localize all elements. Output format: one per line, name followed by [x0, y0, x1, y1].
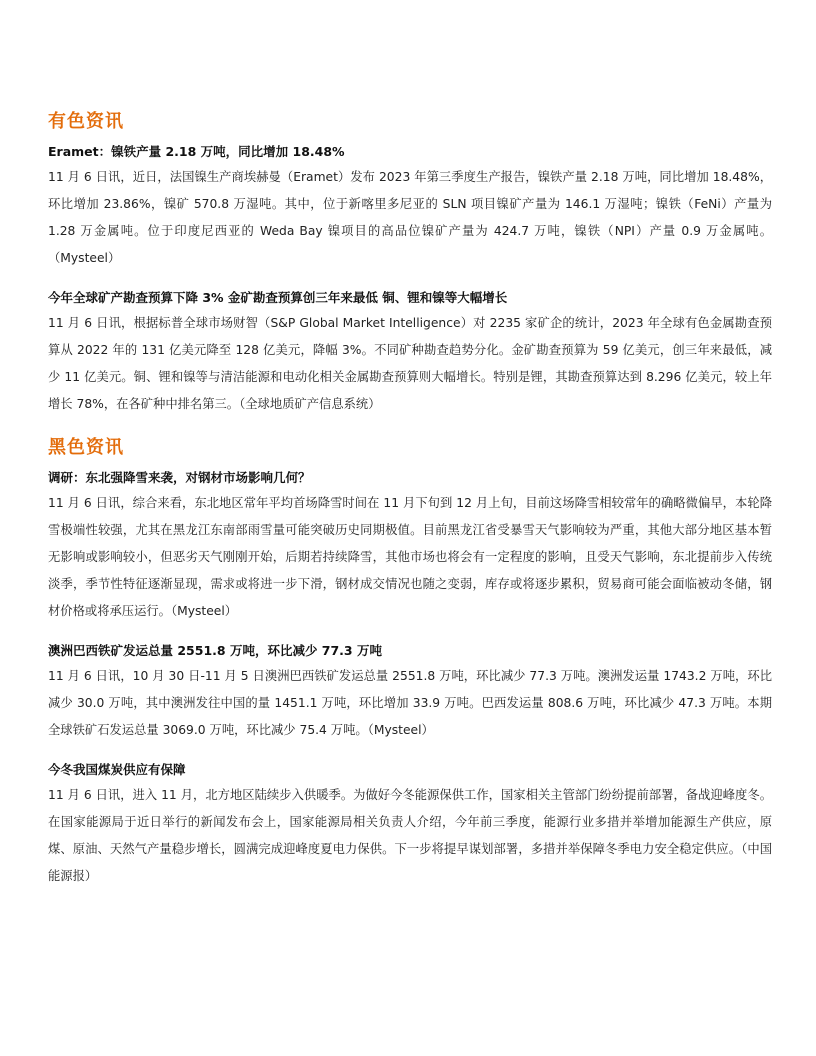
article-body: 11 月 6 日讯，进入 11 月，北方地区陆续步入供暖季。为做好今冬能源保供工作，国家相关主管部门纷纷提前部署，备战迎峰度冬。在国家能源局于近日举行的新闻发布会上，国家能源局相关负责人介绍，今年前三季度，能源行业多措并举增加能源生产供应，原煤、原油、天然气产量稳步增长，圆满完成迎峰度夏电力保供。下一步将提早谋划部署，多措并举保障冬季电力安全稳定供应。（中国能源报） [48, 788, 772, 883]
article-body: 11 月 6 日讯，综合来看，东北地区常年平均首场降雪时间在 11 月下旬到 12 月上旬，目前这场降雪相较常年的确略微偏早，本轮降雪极端性较强，尤其在黑龙江东南部雨雪量可能突破历史同期极值。目前黑龙江省受暴雪天气影响较为严重，其他大部分地区基本暂无影响或影响较小，但恶劣天气刚刚开始，后期若持续降雪，其他市场也将会有一定程度的影响，且受天气影响，东北提前步入传统淡季，季节性特征逐渐显现，需求或将进一步下滑，钢材成交情况也随之变弱，库存或将逐步累积，贸易商可能会面临被动冬储，钢材价格或将承压运行。（Mysteel） [48, 496, 772, 618]
section-ferrous [48, 434, 772, 890]
article [48, 288, 772, 418]
section-title: 黑色资讯 [48, 437, 124, 458]
news-page [48, 108, 772, 906]
article [48, 142, 772, 272]
section-title: 有色资讯 [48, 111, 124, 132]
article-headline: 澳洲巴西铁矿发运总量 2551.8 万吨，环比减少 77.3 万吨 [48, 643, 382, 658]
article-body: 11 月 6 日讯，近日，法国镍生产商埃赫曼（Eramet）发布 2023 年第三季度生产报告，镍铁产量 2.18 万吨，同比增加 18.48%，环比增加 23.86%，镍矿 570.8 万湿吨。其中，位于新喀里多尼亚的 SLN 项目镍矿产量为 146.1 万湿吨；镍铁（FeNi）产量为 1.28 万金属吨。位于印度尼西亚的 Weda Bay 镍项目的高品位镍矿产量为 424.7 万吨，镍铁（NPI）产量 0.9 万金属吨。（Mysteel） [48, 170, 772, 265]
article-headline: 今冬我国煤炭供应有保障 [48, 762, 186, 777]
article-headline: 今年全球矿产勘查预算下降 3% 金矿勘查预算创三年来最低 铜、锂和镍等大幅增长 [48, 290, 508, 305]
article-headline: Eramet：镍铁产量 2.18 万吨，同比增加 18.48% [48, 144, 345, 159]
article [48, 468, 772, 625]
article-body: 11 月 6 日讯，10 月 30 日-11 月 5 日澳洲巴西铁矿发运总量 2551.8 万吨，环比减少 77.3 万吨。澳洲发运量 1743.2 万吨，环比减少 30.0 万吨，其中澳洲发往中国的量 1451.1 万吨，环比增加 33.9 万吨。巴西发运量 808.6 万吨，环比减少 47.3 万吨。本期全球铁矿石发运总量 3069.0 万吨，环比减少 75.4 万吨。（Mysteel） [48, 669, 772, 737]
article [48, 641, 772, 744]
article-headline: 调研：东北强降雪来袭，对钢材市场影响几何？ [48, 470, 311, 485]
section-nonferrous [48, 108, 772, 418]
article-body: 11 月 6 日讯，根据标普全球市场财智（S&P Global Market Intelligence）对 2235 家矿企的统计，2023 年全球有色金属勘查预算从 2022 年的 131 亿美元降至 128 亿美元，降幅 3%。不同矿种勘查趋势分化。金矿勘查预算为 59 亿美元，创三年来最低，减少 11 亿美元。铜、锂和镍等与清洁能源和电动化相关金属勘查预算则大幅增长。特别是锂，其勘查预算达到 8.296 亿美元，较上年增长 78%，在各矿种中排名第三。（全球地质矿产信息系统） [48, 316, 772, 411]
article [48, 760, 772, 890]
